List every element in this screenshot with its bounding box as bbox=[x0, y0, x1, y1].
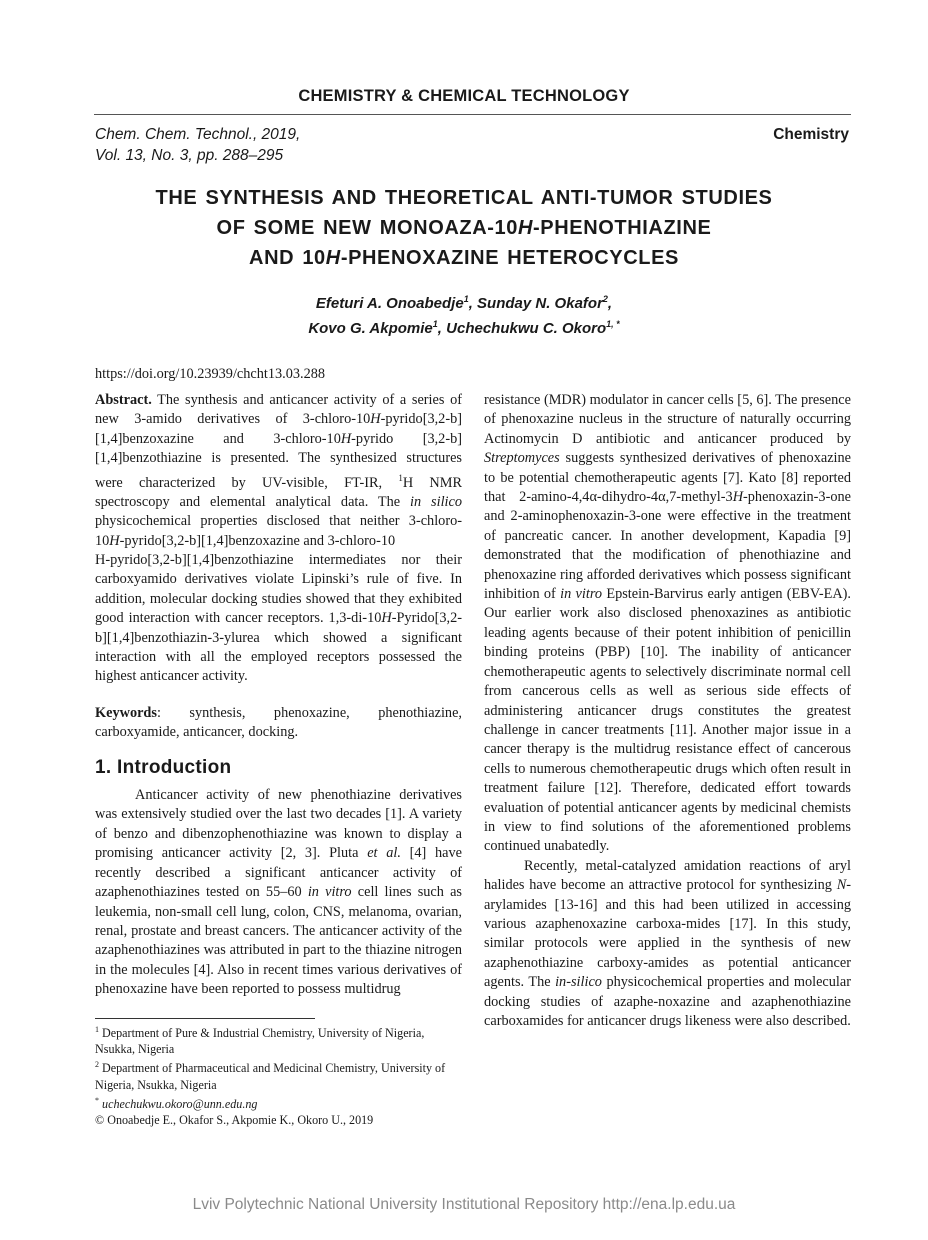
footnotes bbox=[95, 1022, 465, 1128]
authors-line-2: Kovo G. Akpomie$^1$, Uchechukwu C. Okoro$^{1, *}$ bbox=[308, 319, 620, 337]
journal-name: CHEMISTRY & CHEMICAL TECHNOLOGY bbox=[298, 87, 630, 105]
title-line-2: OF SOME NEW MONOAZA-10H-PHENOTHIAZINE bbox=[216, 217, 712, 239]
footnote-affiliation-1: $^1$ Department of Pure & Industrial Chemistry, University of Nigeria, Nsukka, Nigeria bbox=[95, 1025, 425, 1057]
citation bbox=[95, 124, 300, 166]
repository-footer[interactable]: Lviv Polytechnic National University Institutional Repository http://ena.lp.edu.ua bbox=[192, 1196, 736, 1213]
section-label: Chemistry bbox=[773, 126, 849, 143]
doi-link[interactable]: https://doi.org/10.23939/chcht13.03.288 bbox=[95, 366, 326, 382]
introduction-heading: 1. Introduction bbox=[95, 756, 232, 778]
keywords-label: Keywords bbox=[95, 704, 157, 721]
header-divider bbox=[94, 114, 851, 115]
citation-line-1: Chem. Chem. Technol., 2019, bbox=[95, 126, 301, 143]
abstract-label: Abstract. bbox=[95, 392, 152, 408]
abstract: Abstract. The synthesis and anticancer activity of a series of new 3-amido derivatives of 3-chloro-10H-pyrido[3,2-b][1,4]benzoxazine and 3-chloro-10H-pyrido [3,2-b][1,4]benzothiazine is presented. The synthesized structures were characterized by UV-visible, FT-IR, $^1$H NMR spectroscopy and elemental analytical data. The in silico physicochemical properties disclosed that neither 3-chloro-10H-pyrido[3,2-b][1,4]benzoxazine and 3-chloro-10 H-pyrido[3,2-b][1,4]benzothiazine intermediates nor their carboxyamido derivatives violate Lipinski’s rule of five. In addition, molecular docking studies showed that they exhibited good interaction with cancer receptors. 1,3-di-10H-Pyrido[3,2-b][1,4]benzothiazin-3-ylurea which showed a significant interaction with all the employed receptors possessed the highest anticancer activity. bbox=[95, 392, 463, 685]
author-name: Sunday N. Okafor bbox=[477, 295, 603, 312]
title-line-3: AND 10H-PHENOXAZINE HETEROCYCLES bbox=[249, 247, 679, 269]
footnote-affiliation-2: $^2$ Department of Pharmaceutical and Medicinal Chemistry, University of Nigeria, Nsukka, Nigeria bbox=[95, 1060, 446, 1092]
footnote-divider bbox=[95, 1018, 315, 1019]
title-line-1: THE SYNTHESIS AND THEORETICAL ANTI-TUMOR STUDIES bbox=[155, 187, 773, 209]
intro-paragraph-2: Recently, metal-catalyzed amidation reactions of aryl halides have become an attractive protocol for synthesizing N-arylamides [13-16] and this had been utilized in accessing various azaphenoxazine carboxa-mides [17]. In this study, similar protocols were applied in the synthesis of new azaphenothiazine carboxy-amides as potential anticancer agents. The in-silico physicochemical properties and molecular docking studies of azaphe-noxazine and azaphenothiazine carboxamides for anticancer drugs likeness were also described. bbox=[484, 857, 851, 1029]
intro-paragraph-1: Anticancer activity of new phenothiazine derivatives was extensively studied over the last two decades [1]. A variety of benzo and dibenzophenothiazine was known to display a promising anticancer activity [2, 3]. Pluta et al. [4] have recently described a significant anticancer activity of azaphenothiazines tested on 55–60 in vitro cell lines such as leukemia, non-small cell lung, colon, CNS, melanoma, ovarian, renal, prostate and breast cancers. The anticancer activity of the azaphenothiazines was attributed in part to the thiazine nitrogen in the molecules [4]. Also in recent times various derivatives of phenoxazine have been reported to possess multidrug bbox=[95, 787, 462, 998]
footnote-email[interactable]: * uchechukwu.okoro@unn.edu.ng bbox=[95, 1095, 258, 1111]
keywords: Keywords: synthesis, phenoxazine, phenothiazine, carboxyamide, anticancer, docking. bbox=[95, 704, 462, 741]
authors-line-1: Efeturi A. Onoabedje$^1$, Sunday N. Okafor$^2$, bbox=[315, 294, 613, 312]
right-column bbox=[484, 391, 851, 1031]
author-name: Uchechukwu C. Okoro bbox=[446, 320, 607, 337]
intro-paragraph-1-continued: resistance (MDR) modulator in cancer cells [5, 6]. The presence of phenoxazine nucleus in the structure of naturally occurring Actinomycin D antibiotic and anticancer produced by Streptomyces suggests synthesized derivatives of phenoxazine to be potential chemotherapeutic agents [7]. Kato [8] reported that 2-amino-4,4α-dihydro-4α,7-methyl-3H-phenoxazin-3-one and 2-aminophenoxazin-3-one were effective in the treatment of pancreatic cancer. In another development, Kapadia [9] demonstrated that the modification of phenothiazine and phenoxazine ring afforded derivatives which possess significant inhibition of in vitro Epstein-Barvirus early antigen (EBV-EA). Our earlier work also disclosed phenoxazines as antibiotic leading agents because of their potent inhibition of penicillin binding proteins (PBP) [10]. The inability of anticancer chemotherapeutic agents to selectively discriminate normal cell from cancerous cells as well as serious side effects of administering anticancer drugs constitutes the greatest challenge in cancer treatments [11]. Another major issue in a cancer therapy is the multidrug resistance effect of cancerous cells to numerous chemotherapeutic drugs which often result in treatment failure [12]. Therefore, dedicated effort towards evaluation of potential anticancer agents by medicinal chemists in view to find solutions of the aforementioned problems continued unabatedly. bbox=[484, 392, 851, 855]
left-column bbox=[95, 391, 462, 1000]
author-name: Efeturi A. Onoabedje bbox=[315, 295, 464, 312]
authors bbox=[0, 289, 928, 339]
paper-title bbox=[0, 183, 928, 273]
citation-line-2: Vol. 13, No. 3, pp. 288–295 bbox=[95, 147, 284, 164]
author-name: Kovo G. Akpomie bbox=[308, 320, 433, 337]
footnote-copyright: © Onoabedje E., Okafor S., Akpomie K., Okoro U., 2019 bbox=[95, 1113, 374, 1128]
